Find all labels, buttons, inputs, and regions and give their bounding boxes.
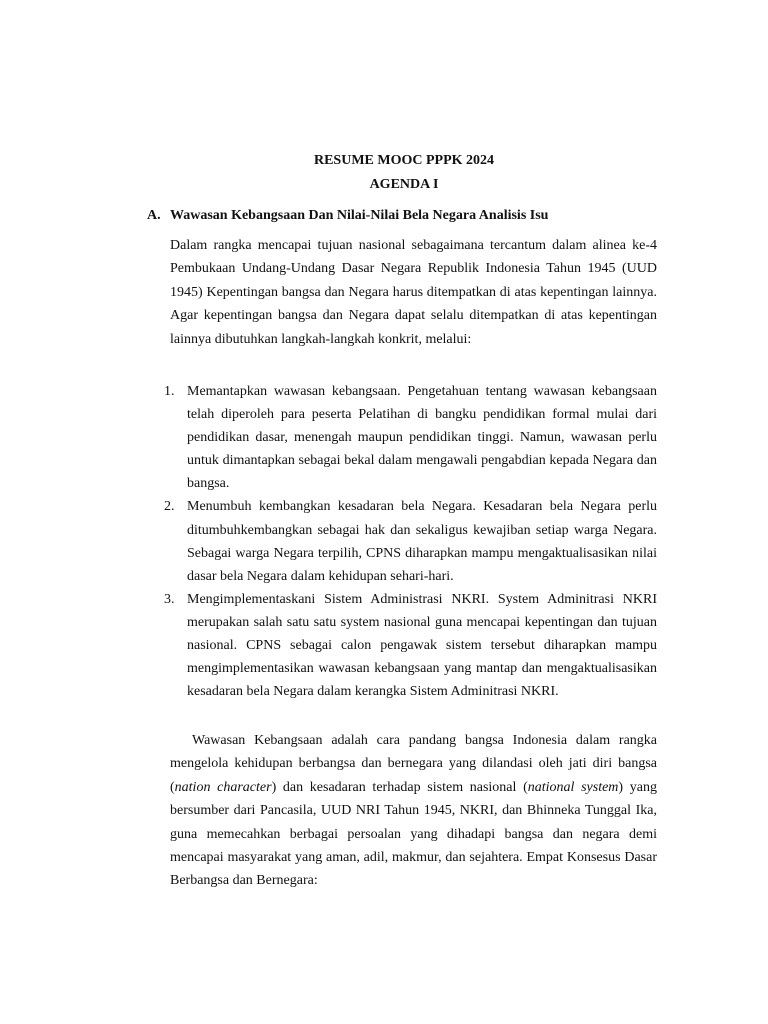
closing-paragraph bbox=[170, 729, 657, 893]
list-item bbox=[164, 380, 657, 495]
intro-paragraph: Dalam rangka mencapai tujuan nasional sebagaimana tercantum dalam alinea ke-4 Pembukaan Undang-Undang Dasar Negara Republik Indonesia Tahun 1945 (UUD 1945) Kepentingan bangsa dan Negara harus ditempatkan di atas kepentingan lainnya. Agar kepentingan bangsa dan Negara dapat selalu ditempatkan di atas kepentingan lainnya dibutuhkan langkah-langkah konkrit, melalui: bbox=[170, 238, 657, 347]
section-heading-text: Wawasan Kebangsaan Dan Nilai-Nilai Bela Negara Analisis Isu bbox=[170, 208, 549, 223]
list-item bbox=[164, 495, 657, 587]
closing-italic-nation-character: nation character bbox=[174, 779, 272, 795]
list-item-number: 3. bbox=[164, 591, 175, 607]
numbered-list bbox=[164, 380, 657, 703]
closing-text-part2: ) dan kesadaran terhadap sistem nasional ( bbox=[271, 779, 528, 795]
document-subtitle: AGENDA I bbox=[369, 177, 439, 192]
list-item bbox=[164, 588, 657, 703]
document-title: RESUME MOOC PPPK 2024 bbox=[313, 153, 495, 168]
list-item-text: Menumbuh kembangkan kesadaran bela Negara. Kesadaran bela Negara perlu ditumbuhkembangkan sebagai hak dan sekaligus kewajiban setiap warga Negara. Sebagai warga Negara terpilih, CPNS diharapkan mampu mengaktualisasikan nilai dasar bela Negara dalam kehidupan sehari-hari. bbox=[187, 499, 657, 584]
closing-text-part3: ) yang bersumber dari Pancasila, UUD NRI Tahun 1945, NKRI, dan Bhinneka Tunggal Ika, guna memecahkan berbagai persoalan yang dihadapi bangsa dan negara demi mencapai masyarakat yang aman, adil, makmur, dan sejahtera. Empat Konsesus Dasar Berbangsa dan Bernegara: bbox=[170, 779, 657, 889]
closing-italic-national-system: national system bbox=[527, 779, 619, 795]
list-item-text: Mengimplementaskani Sistem Administrasi NKRI. System Adminitrasi NKRI merupakan salah satu satu system nasional guna mencapai kepentingan dan tujuan nasional. CPNS sebagai calon pengawak sistem tersebut diharapkan mampu mengimplementasikan wawasan kebangsaan yang mantap dan mengaktualisasikan kesadaran bela Negara dalam kerangka Sistem Adminitrasi NKRI. bbox=[187, 591, 657, 700]
section-heading bbox=[147, 208, 667, 224]
list-item-number: 2. bbox=[164, 499, 175, 515]
section-letter: A. bbox=[147, 208, 161, 223]
list-item-number: 1. bbox=[164, 384, 175, 399]
closing-text-part1: Wawasan Kebangsaan adalah cara pandang bangsa Indonesia dalam rangka mengelola kehidupan berbangsa dan bernegara yang dilandasi oleh jati diri bangsa ( bbox=[170, 733, 657, 795]
list-item-text: Memantapkan wawasan kebangsaan. Pengetahuan tentang wawasan kebangsaan telah diperoleh para peserta Pelatihan di bangku pendidikan formal mulai dari pendidikan dasar, menengah maupun pendidikan tinggi. Namun, wawasan perlu untuk dimantapkan sebagai bekal dalam mengawali pengabdian kepada Negara dan bangsa. bbox=[187, 384, 657, 492]
